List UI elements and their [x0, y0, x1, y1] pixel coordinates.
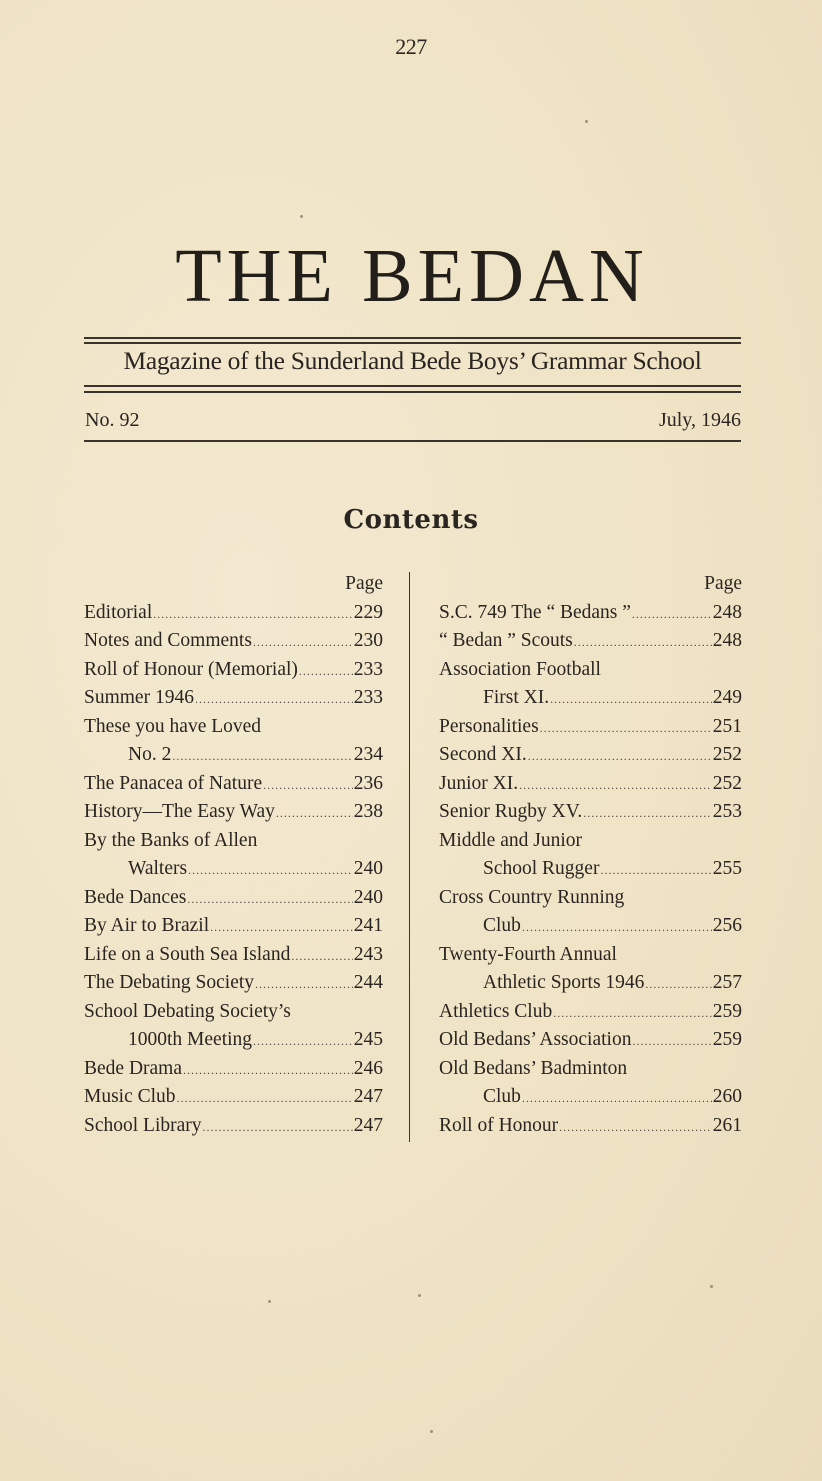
toc-entry-page: 257	[712, 972, 742, 993]
toc-entry-title-continued: Walters	[128, 858, 188, 879]
dot-leader	[188, 856, 353, 885]
toc-entry	[84, 599, 383, 628]
issue-number: No. 92	[85, 409, 140, 431]
toc-entry-title: Second XI.	[439, 744, 527, 765]
dot-leader	[600, 856, 711, 885]
toc-entry-page: 260	[712, 1086, 742, 1107]
page-column-label: Page	[345, 573, 383, 594]
toc-entry	[84, 770, 383, 799]
toc-entry-page: 243	[353, 943, 383, 965]
toc-entry-page: 255	[712, 858, 742, 879]
toc-entry	[84, 798, 383, 827]
toc-entry-page: 261	[712, 1114, 742, 1136]
dot-leader	[153, 600, 353, 629]
toc-entry	[84, 884, 383, 913]
toc-entry-page: 251	[712, 715, 742, 737]
toc-entry-page: 229	[353, 601, 383, 623]
toc-entry-title: Old Bedans’ Badminton	[439, 1057, 628, 1079]
paper-speck	[418, 1294, 421, 1297]
dot-leader	[559, 1113, 712, 1142]
toc-entry-title-continued: First XI.	[483, 687, 550, 708]
dot-leader	[574, 628, 712, 657]
toc-entry-title-continued: Athletic Sports 1946	[483, 972, 645, 993]
paper-speck	[710, 1285, 713, 1288]
toc-entry-title-continued: Club	[483, 915, 521, 936]
toc-entry-title-continued: 1000th Meeting	[128, 1029, 253, 1050]
toc-entry-title: Music Club	[84, 1086, 176, 1107]
toc-entry-title: “ Bedan ” Scouts	[439, 630, 573, 651]
toc-entry-page: 246	[353, 1057, 383, 1079]
toc-entry-page: 248	[712, 601, 742, 623]
toc-entry-title: The Debating Society	[84, 972, 255, 993]
dot-leader	[253, 628, 353, 657]
toc-entry-title: Roll of Honour (Memorial)	[84, 658, 298, 680]
column-divider	[409, 572, 410, 1142]
dot-leader	[203, 1113, 353, 1142]
toc-entry	[84, 684, 383, 713]
dot-leader	[299, 657, 353, 686]
toc-entry	[439, 599, 742, 628]
toc-entry-title: The Panacea of Nature	[84, 772, 263, 794]
toc-entry-title: Twenty-Fourth Annual	[439, 943, 617, 965]
toc-entry	[439, 798, 742, 827]
toc-entry	[84, 1055, 383, 1084]
dot-leader	[187, 885, 352, 914]
toc-entry-title: Old Bedans’ Association	[439, 1029, 632, 1050]
toc-entry	[84, 941, 383, 970]
toc-entry-title: Bede Drama	[84, 1057, 182, 1079]
dot-leader	[522, 1084, 712, 1113]
dot-leader	[210, 913, 353, 942]
toc-entry-title-continued: School Rugger	[483, 858, 600, 879]
rule-mid-1	[84, 385, 741, 387]
toc-entry-title: Junior XI.	[439, 772, 519, 794]
dot-leader	[263, 771, 353, 800]
toc-entry-title: By Air to Brazil	[84, 915, 210, 936]
toc-entry-page: 233	[353, 687, 383, 708]
toc-entry-page: 256	[712, 915, 742, 936]
toc-entry-title: Life on a South Sea Island	[84, 943, 291, 965]
contents-right-column	[439, 570, 742, 1140]
toc-entry-page: 247	[353, 1114, 383, 1136]
toc-entry	[439, 627, 742, 656]
toc-entry-title: Notes and Comments	[84, 630, 252, 651]
toc-entry-title: School Debating Society’s	[84, 1000, 291, 1022]
contents-left-column	[84, 570, 383, 1140]
toc-entry-title: Senior Rugby XV.	[439, 801, 583, 822]
toc-entry	[439, 884, 742, 941]
toc-entry	[84, 1112, 383, 1141]
toc-entry	[439, 741, 742, 770]
dot-leader	[540, 714, 712, 743]
rule-top-2	[84, 342, 741, 344]
toc-entry-page: 252	[712, 772, 742, 794]
toc-entry	[439, 770, 742, 799]
toc-entry-page: 240	[353, 858, 383, 879]
toc-entry-page: 245	[353, 1029, 383, 1050]
paper-speck	[585, 120, 588, 123]
magazine-subtitle: Magazine of the Sunderland Bede Boys’ Grammar School	[123, 346, 702, 375]
rule-mid-2	[84, 391, 741, 393]
toc-entry-page: 230	[353, 630, 383, 651]
dot-leader	[183, 1056, 353, 1085]
toc-entry-title: These you have Loved	[84, 715, 262, 737]
toc-entry	[84, 627, 383, 656]
toc-entry-title: Athletics Club	[439, 1000, 553, 1022]
toc-entry-title: Association Football	[439, 658, 601, 680]
toc-entry-title: Bede Dances	[84, 886, 187, 908]
paper-speck	[430, 1430, 433, 1433]
toc-entry-title-continued: No. 2	[128, 744, 172, 765]
toc-entry	[439, 1055, 742, 1112]
page-column-label: Page	[704, 573, 742, 594]
toc-entry-page: 240	[353, 886, 383, 908]
toc-entry	[439, 656, 742, 713]
toc-entry	[439, 998, 742, 1027]
toc-entry-page: 236	[353, 772, 383, 794]
dot-leader	[177, 1084, 353, 1113]
toc-entry-page: 241	[353, 915, 383, 936]
page-number: 227	[395, 34, 427, 59]
paper-speck	[300, 215, 303, 218]
toc-entry-page: 249	[712, 687, 742, 708]
dot-leader	[195, 685, 353, 714]
toc-entry-page: 234	[353, 744, 383, 765]
toc-entry-title: School Library	[84, 1114, 202, 1136]
rule-top-1	[84, 337, 741, 339]
dot-leader	[291, 942, 352, 971]
toc-entry-page: 244	[353, 972, 383, 993]
toc-entry	[84, 713, 383, 770]
dot-leader	[583, 799, 712, 828]
dot-leader	[276, 799, 353, 828]
dot-leader	[550, 685, 712, 714]
issue-date: July, 1946	[658, 409, 741, 431]
dot-leader	[645, 970, 711, 999]
dot-leader	[632, 600, 712, 629]
toc-entry-title-continued: Club	[483, 1086, 521, 1107]
toc-entry-page: 259	[712, 1000, 742, 1022]
contents-heading: Contents	[343, 505, 479, 535]
toc-entry-page: 248	[712, 630, 742, 651]
dot-leader	[528, 742, 712, 771]
toc-entry	[439, 1112, 742, 1141]
toc-entry-title: Personalities	[439, 715, 539, 737]
toc-entry-title: Middle and Junior	[439, 829, 582, 851]
dot-leader	[172, 742, 352, 771]
toc-entry	[84, 969, 383, 998]
toc-entry-page: 247	[353, 1086, 383, 1107]
toc-entry-title: Summer 1946	[84, 687, 194, 708]
toc-entry-page: 259	[712, 1029, 742, 1050]
toc-entry-page: 238	[353, 801, 383, 822]
dot-leader	[255, 970, 353, 999]
toc-entry	[439, 827, 742, 884]
toc-entry-page: 233	[353, 658, 383, 680]
dot-leader	[553, 999, 712, 1028]
dot-leader	[253, 1027, 353, 1056]
toc-entry	[84, 827, 383, 884]
toc-entry	[84, 1083, 383, 1112]
toc-entry-page: 252	[712, 744, 742, 765]
toc-entry-title: History—The Easy Way	[84, 801, 275, 822]
toc-entry	[439, 1026, 742, 1055]
toc-entry	[84, 998, 383, 1055]
toc-entry-title: Roll of Honour	[439, 1114, 559, 1136]
toc-entry-title: Editorial	[84, 601, 153, 623]
toc-entry	[84, 656, 383, 685]
toc-entry-title: Cross Country Running	[439, 886, 625, 908]
rule-bottom	[84, 440, 741, 442]
dot-leader	[522, 913, 712, 942]
dot-leader	[519, 771, 712, 800]
magazine-title: THE BEDAN	[175, 234, 649, 318]
toc-entry	[84, 912, 383, 941]
paper-speck	[268, 1300, 271, 1303]
toc-entry-title: S.C. 749 The “ Bedans ”	[439, 601, 631, 623]
toc-entry-page: 253	[712, 801, 742, 822]
toc-entry	[439, 941, 742, 998]
toc-entry	[439, 713, 742, 742]
dot-leader	[632, 1027, 711, 1056]
toc-entry-title: By the Banks of Allen	[84, 829, 258, 851]
